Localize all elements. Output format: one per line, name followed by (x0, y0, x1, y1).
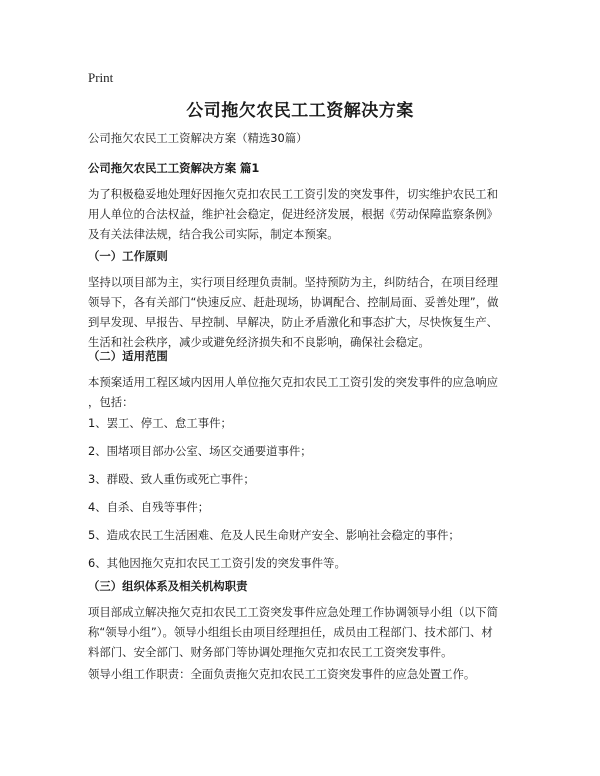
list-item: 4、自杀、自残等事件； (88, 500, 210, 514)
duty-line: 领导小组工作职责：全面负责拖欠克扣农民工工资突发事件的应急处置工作。 (88, 667, 476, 681)
principles-line: 到早发现、早报告、早控制、早解决，防止矛盾激化和事态扩大，尽快恢复生产、 (88, 315, 499, 329)
org-line: 称“领导小组”）。领导小组组长由项目经理担任，成员由工程部门、技术部门、材 (88, 625, 493, 639)
intro-line: 为了积极稳妥地处理好因拖欠克扣农民工工资引发的突发事件，切实维护农民工和 (88, 187, 499, 201)
list-item: 5、造成农民工生活困难、危及人民生命财产安全、影响社会稳定的事件； (88, 528, 460, 542)
intro-line: 用人单位的合法权益，维护社会稳定，促进经济发展，根据《劳动保障监察条例》 (88, 207, 499, 221)
principles-line: 领导下，各有关部门“快速反应、赶赴现场，协调配合、控制局面、妥善处理”，做 (88, 295, 499, 309)
document-subtitle: 公司拖欠农民工工资解决方案（精选30篇） (88, 131, 308, 145)
print-link[interactable]: Print (88, 70, 114, 85)
list-item: 2、围堵项目部办公室、场区交通要道事件； (88, 444, 312, 458)
list-item: 6、其他因拖欠克扣农民工工资引发的突发事件等。 (88, 556, 346, 570)
heading-principles: （一）工作原则 (88, 249, 168, 263)
heading-scope: （二）适用范围 (88, 349, 168, 363)
org-line: 料部门、安全部门、财务部门等协调处理拖欠克扣农民工工资突发事件。 (88, 645, 453, 659)
document-title: 公司拖欠农民工工资解决方案 (186, 101, 414, 121)
principles-line: 生活和社会秩序，减少或避免经济损失和不良影响，确保社会稳定。 (88, 335, 430, 349)
list-item: 3、群殴、致人重伤或死亡事件； (88, 472, 255, 486)
list-item: 1、罢工、停工、怠工事件； (88, 416, 232, 430)
intro-line: 及有关法律法规，结合我公司实际，制定本预案。 (88, 227, 339, 241)
principles-line: 坚持以项目部为主，实行项目经理负责制。坚持预防为主，纠防结合，在项目经理 (88, 275, 499, 289)
heading-organization: （三）组织体系及相关机构职责 (88, 579, 248, 593)
org-line: 项目部成立解决拖欠克扣农民工工资突发事件应急处理工作协调领导小组（以下简 (88, 605, 499, 619)
section-title: 公司拖欠农民工工资解决方案 篇1 (88, 161, 260, 175)
scope-line: 本预案适用工程区域内因用人单位拖欠克扣农民工工资引发的突发事件的应急响应 (88, 375, 499, 389)
scope-line: ，包括： (88, 395, 134, 409)
